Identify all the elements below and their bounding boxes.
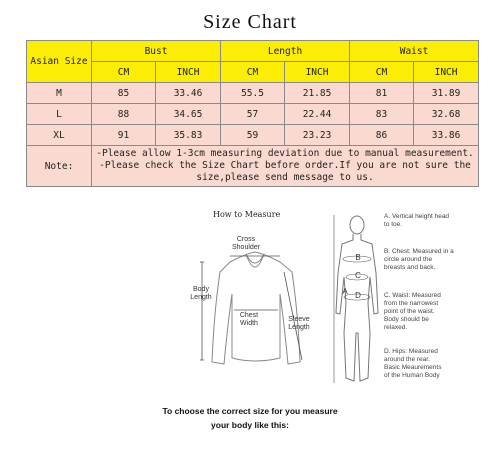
table-row — [27, 83, 479, 104]
note-line: point of the waist. — [384, 308, 435, 315]
bottom-instruction-line: To choose the correct size for you measure — [162, 406, 338, 416]
label-a: A — [342, 287, 348, 296]
note-c — [384, 292, 494, 332]
table-header-row — [27, 41, 479, 62]
note-line: Basic Meaurements — [384, 364, 442, 371]
value-cell: 85 — [92, 83, 156, 104]
note-line: B. Chest: Measured in a — [384, 248, 454, 255]
value-cell: 31.89 — [414, 83, 479, 104]
table-row — [27, 104, 479, 125]
value-cell: 35.83 — [156, 125, 221, 146]
note-text — [92, 146, 479, 187]
label-line: Length — [288, 324, 310, 331]
table-unit-row — [27, 62, 479, 83]
note-row — [27, 146, 479, 187]
how-to-measure-heading: How to Measure — [213, 210, 281, 219]
unit-cell: INCH — [156, 62, 221, 83]
note-line: circle around the — [384, 256, 433, 263]
note-line: C. Waist: Measured — [384, 292, 441, 299]
value-cell: 32.68 — [414, 104, 479, 125]
note-line: from the narrowest — [384, 300, 439, 307]
note-line: -Please allow 1-3cm measuring deviation due to manual measurement. — [96, 148, 474, 159]
body-length-label — [186, 286, 216, 302]
note-label: Note: — [27, 146, 92, 187]
note-line: of the Human Body — [384, 372, 440, 379]
size-cell: L — [27, 104, 92, 125]
value-cell: 81 — [350, 83, 414, 104]
note-line: around the rear. — [384, 356, 430, 363]
value-cell: 23.23 — [285, 125, 350, 146]
value-cell: 83 — [350, 104, 414, 125]
note-line: A. Vertical height head — [384, 213, 450, 220]
value-cell: 91 — [92, 125, 156, 146]
note-line: Body should be — [384, 316, 429, 323]
unit-cell: CM — [92, 62, 156, 83]
bottom-instruction-line: your body like this: — [211, 420, 289, 430]
value-cell: 86 — [350, 125, 414, 146]
size-chart-table — [26, 40, 479, 187]
value-cell: 34.65 — [156, 104, 221, 125]
asian-size-header: Asian Size — [27, 41, 92, 83]
label-line: Shoulder — [231, 244, 261, 251]
body-figure-icon — [332, 213, 382, 388]
value-cell: 88 — [92, 104, 156, 125]
note-line: to toe. — [384, 221, 403, 228]
label-line: Cross — [236, 236, 256, 243]
label-c: C — [355, 271, 361, 280]
note-b — [384, 248, 494, 272]
sleeve-length-label — [284, 316, 314, 332]
unit-cell: CM — [221, 62, 285, 83]
note-line: breasts and back. — [384, 264, 436, 271]
value-cell: 59 — [221, 125, 285, 146]
unit-cell: CM — [350, 62, 414, 83]
note-line: relaxed. — [384, 324, 408, 331]
value-cell: 21.85 — [285, 83, 350, 104]
unit-cell: INCH — [285, 62, 350, 83]
label-line: Width — [240, 320, 258, 327]
cross-shoulder-label — [226, 236, 266, 252]
note-line: D. Hips: Measured — [384, 348, 438, 355]
label-line: Chest — [239, 312, 259, 319]
label-line: Body — [193, 286, 209, 293]
bust-header: Bust — [92, 41, 221, 62]
length-header: Length — [221, 41, 350, 62]
label-line: Length — [190, 294, 212, 301]
page-title: Size Chart — [203, 11, 297, 33]
waist-header: Waist — [350, 41, 479, 62]
size-cell: XL — [27, 125, 92, 146]
note-d — [384, 348, 494, 380]
size-cell: M — [27, 83, 92, 104]
value-cell: 57 — [221, 104, 285, 125]
value-cell: 55.5 — [221, 83, 285, 104]
shirt-diagram-icon — [180, 232, 330, 382]
value-cell: 33.86 — [414, 125, 479, 146]
note-a — [384, 213, 494, 229]
value-cell: 33.46 — [156, 83, 221, 104]
value-cell: 22.44 — [285, 104, 350, 125]
table-row — [27, 125, 479, 146]
label-b: B — [355, 253, 361, 262]
chest-width-label — [234, 312, 264, 328]
unit-cell: INCH — [414, 62, 479, 83]
label-d: D — [355, 291, 361, 300]
note-line: size,please send message to us. — [196, 172, 374, 183]
note-line: -Please check the Size Chart before order.If you are not sure the — [99, 160, 471, 171]
label-line: Sleeve — [288, 316, 310, 323]
